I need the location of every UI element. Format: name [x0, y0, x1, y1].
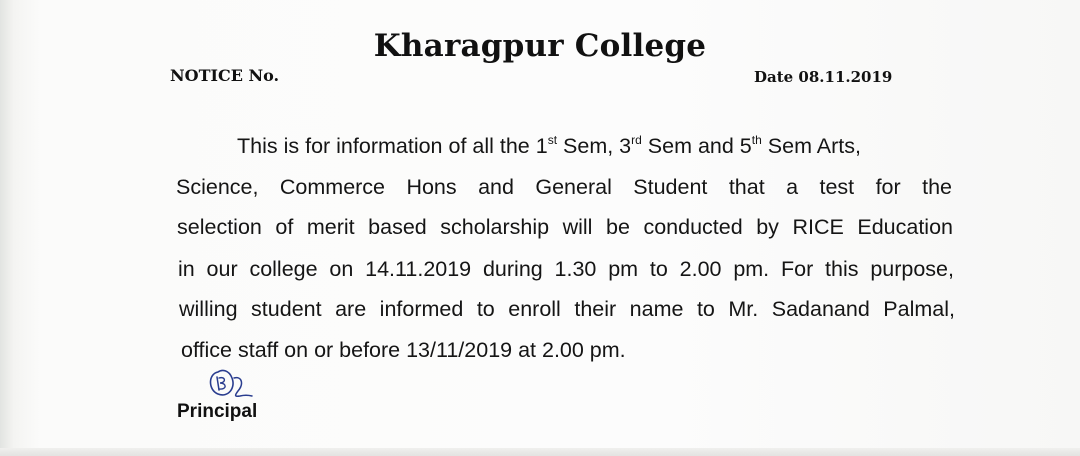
- notice-number-label: NOTICE No.: [170, 66, 280, 85]
- principal-signature: [204, 364, 264, 404]
- body-line-3: selection of merit based scholarship will be conducted by RICE Education: [177, 215, 953, 239]
- body-line-2: Science, Commerce Hons and General Student that a test for the: [176, 175, 952, 199]
- body-line-1: This is for information of all the 1st Sem, 3rd Sem and 5th Sem Arts,: [237, 133, 861, 158]
- body-line-5: willing student are informed to enroll their name to Mr. Sadanand Palmal,: [179, 297, 955, 321]
- body-line-6: office staff on or before 13/11/2019 at 2.00 pm.: [181, 338, 626, 362]
- body-line-4: in our college on 14.11.2019 during 1.30 pm to 2.00 pm. For this purpose,: [178, 257, 954, 281]
- notice-date: Date 08.11.2019: [754, 68, 893, 86]
- signatory-title: Principal: [177, 401, 258, 422]
- college-title: Kharagpur College: [373, 28, 707, 64]
- page-edge: [0, 448, 1080, 456]
